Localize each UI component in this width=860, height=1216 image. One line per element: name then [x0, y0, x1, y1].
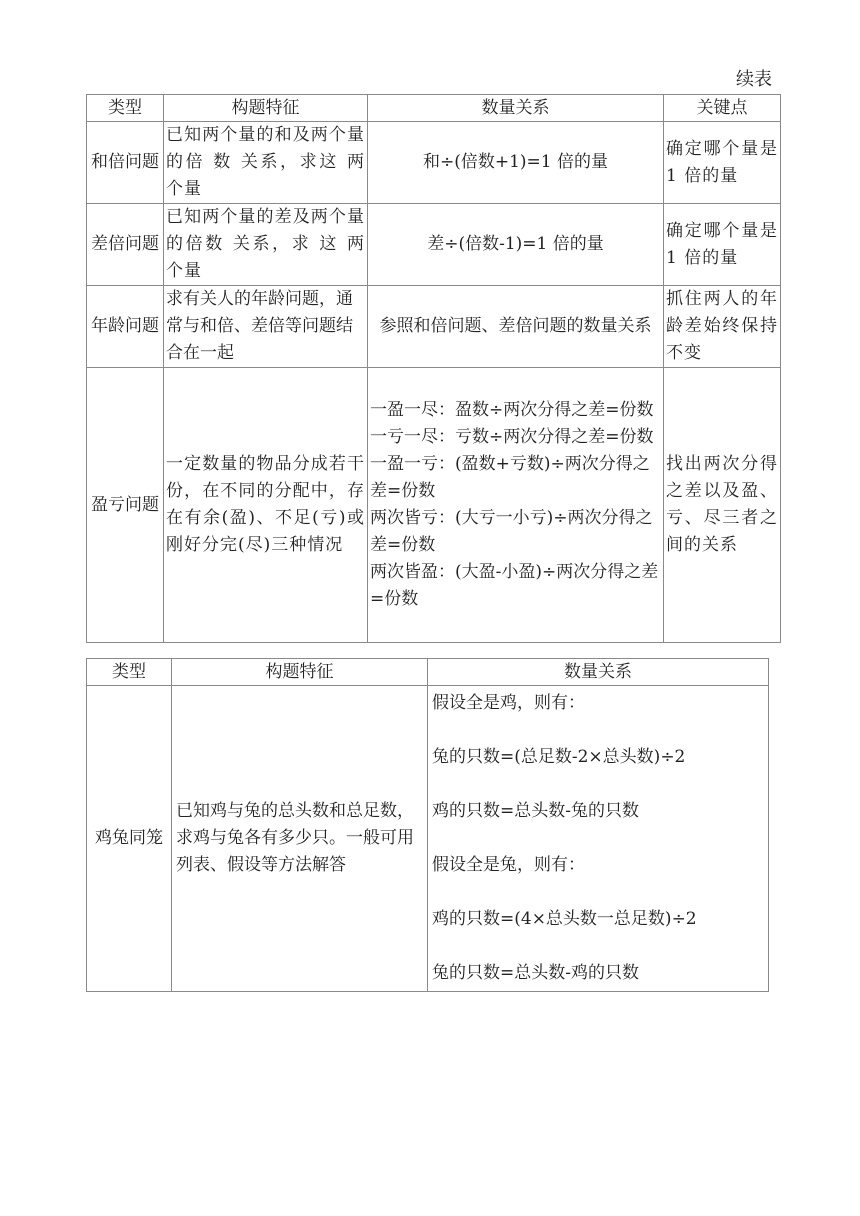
type-cell: 差倍问题: [87, 204, 164, 286]
key-cell: 确定哪个量是 1 倍的量: [664, 122, 781, 204]
word-problem-table-2: [86, 658, 769, 992]
table-row: [87, 686, 769, 992]
relation-line: 一盈一亏：(盈数+亏数)÷两次分得之差=份数: [370, 454, 650, 501]
feature-cell: 一定数量的物品分成若干份，在不同的分配中，存在有余(盈)、不足(亏)或刚好分完(尽)三种情况: [164, 368, 368, 643]
key-cell: 找出两次分得之差以及盈、亏、尽三者之间的关系: [664, 368, 781, 643]
table-row: [87, 286, 781, 368]
relation-line: 鸡的只数=总头数-兔的只数: [432, 801, 639, 821]
table-row: [87, 368, 781, 643]
relation-line: 兔的只数=总头数-鸡的只数: [432, 963, 639, 983]
type-cell: 和倍问题: [87, 122, 164, 204]
relation-line: 假设全是鸡，则有：: [432, 693, 585, 713]
relation-line: 鸡的只数=(4×总头数一总足数)÷2: [432, 909, 697, 929]
type-cell: 鸡兔同笼: [87, 686, 172, 992]
header-feature: 构题特征: [172, 659, 428, 686]
relation-cell: 差÷(倍数-1)=1 倍的量: [368, 204, 664, 286]
relation-cell: [428, 686, 769, 992]
feature-cell: 已知鸡与兔的总头数和总足数，求鸡与兔各有多少只。一般可用列表、假设等方法解答: [172, 686, 428, 992]
word-problem-table-1: [86, 94, 781, 643]
relation-cell: 参照和倍问题、差倍问题的数量关系: [368, 286, 664, 368]
header-relation: 数量关系: [368, 95, 664, 122]
type-cell: 年龄问题: [87, 286, 164, 368]
relation-line: 两次皆盈：(大盈-小盈)÷两次分得之差=份数: [370, 562, 659, 609]
header-type: 类型: [87, 95, 164, 122]
table-row: [87, 122, 781, 204]
relation-line: 假设全是兔，则有：: [432, 855, 585, 875]
key-cell: 确定哪个量是 1 倍的量: [664, 204, 781, 286]
header-relation: 数量关系: [428, 659, 769, 686]
header-feature: 构题特征: [164, 95, 368, 122]
relation-cell: 和÷(倍数+1)=1 倍的量: [368, 122, 664, 204]
relation-line: 兔的只数=(总足数-2×总头数)÷2: [432, 747, 686, 767]
header-key: 关键点: [664, 95, 781, 122]
feature-cell: 已知两个量的和及两个量的倍 数 关系，求这 两个量: [164, 122, 368, 204]
relation-line: 一盈一尽：盈数÷两次分得之差=份数: [370, 400, 654, 420]
table-row: [87, 204, 781, 286]
table-header-row: [87, 659, 769, 686]
feature-cell: 已知两个量的差及两个量的倍数 关系，求 这 两个量: [164, 204, 368, 286]
type-cell: 盈亏问题: [87, 368, 164, 643]
header-type: 类型: [87, 659, 172, 686]
table-header-row: [87, 95, 781, 122]
continued-table-label: 续表: [736, 69, 772, 90]
relation-line: 一亏一尽：亏数÷两次分得之差=份数: [370, 427, 654, 447]
feature-cell: 求有关人的年龄问题，通常与和倍、差倍等问题结合在一起: [164, 286, 368, 368]
relation-line: 两次皆亏：(大亏一小亏)÷两次分得之差=份数: [370, 508, 653, 555]
key-cell: 抓住两人的年龄差始终保持不变: [664, 286, 781, 368]
relation-cell: [368, 368, 664, 643]
